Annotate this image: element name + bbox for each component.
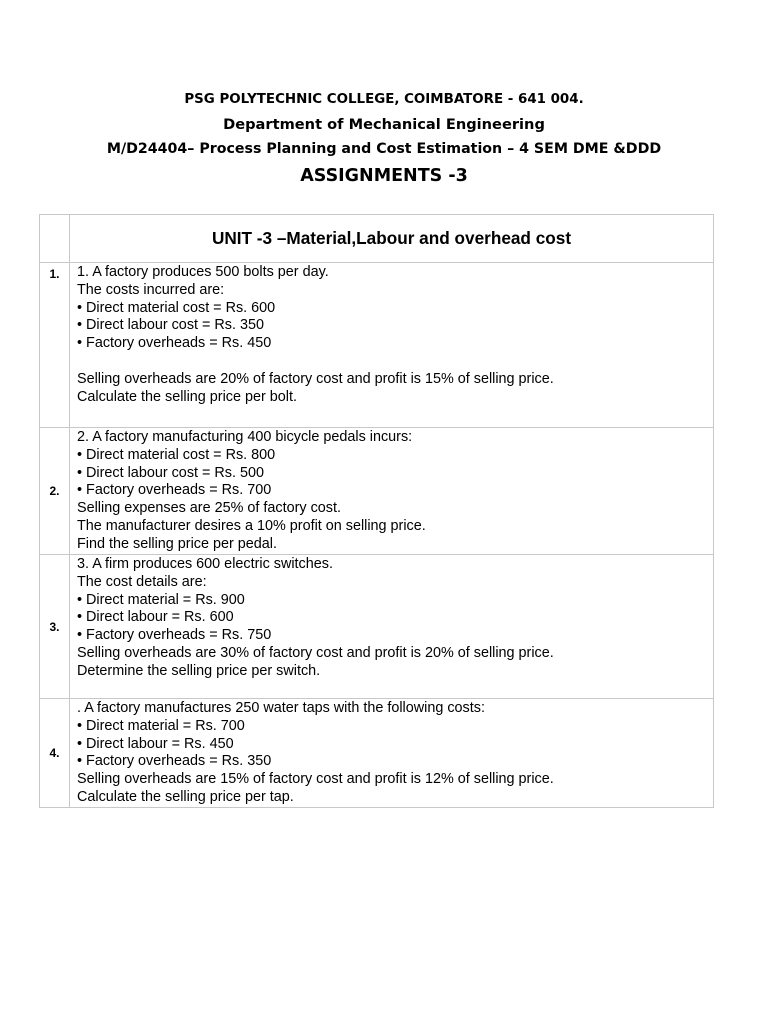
question-row-1 (40, 263, 714, 428)
question-line: Selling expenses are 25% of factory cost. (77, 500, 341, 517)
question-text (70, 428, 714, 555)
question-line: The manufacturer desires a 10% profit on selling price. (77, 517, 426, 534)
question-line: The cost details are: (77, 573, 207, 590)
question-line: Selling overheads are 30% of factory cost and profit is 20% of selling price. (77, 644, 554, 661)
question-line: • Direct material cost = Rs. 800 (77, 446, 276, 463)
question-line: The costs incurred are: (77, 281, 225, 298)
blank-number-cell (40, 215, 70, 263)
question-row-2 (40, 428, 714, 555)
unit-title: UNIT -3 –Material,Labour and overhead cost (70, 215, 714, 263)
question-line: • Factory overheads = Rs. 700 (77, 482, 272, 499)
question-line: 1. A factory produces 500 bolts per day. (77, 264, 329, 280)
question-line: Find the selling price per pedal. (77, 535, 277, 552)
question-row-3 (40, 555, 714, 699)
course-title: M/D24404– Process Planning and Cost Estimation – 4 SEM DME &DDD (106, 141, 662, 157)
assignment-title: ASSIGNMENTS -3 (300, 166, 468, 186)
question-number: 3. (40, 555, 70, 699)
question-line: 3. A firm produces 600 electric switches. (77, 556, 333, 572)
question-line: • Factory overheads = Rs. 450 (77, 335, 272, 352)
question-line: Determine the selling price per switch. (77, 662, 321, 679)
question-text (70, 263, 714, 428)
question-line: • Factory overheads = Rs. 350 (77, 753, 272, 770)
question-text (70, 555, 714, 699)
question-line: • Factory overheads = Rs. 750 (77, 627, 272, 644)
question-line: 2. A factory manufacturing 400 bicycle pedals incurs: (77, 429, 413, 445)
question-line: • Direct material cost = Rs. 600 (77, 299, 276, 316)
question-line: • Direct labour cost = Rs. 500 (77, 464, 265, 481)
question-row-4 (40, 699, 714, 808)
question-line: • Direct labour cost = Rs. 350 (77, 317, 265, 334)
question-line: • Direct material = Rs. 900 (77, 591, 245, 608)
question-line: . A factory manufactures 250 water taps with the following costs: (77, 700, 485, 716)
question-line: Calculate the selling price per bolt. (77, 388, 297, 405)
assignment-table (39, 214, 714, 808)
question-line: Selling overheads are 20% of factory cost and profit is 15% of selling price. (77, 370, 554, 387)
college-name: PSG POLYTECHNIC COLLEGE, COIMBATORE - 641 004. (184, 92, 584, 107)
question-line: Selling overheads are 15% of factory cost and profit is 12% of selling price. (77, 771, 554, 788)
blank-line (77, 353, 713, 371)
question-line: Calculate the selling price per tap. (77, 788, 294, 805)
question-line: • Direct material = Rs. 700 (77, 717, 245, 734)
unit-header-row (40, 215, 714, 263)
department-name: Department of Mechanical Engineering (223, 116, 545, 133)
question-number: 4. (40, 699, 70, 808)
question-number: 1. (40, 263, 70, 428)
question-text (70, 699, 714, 808)
question-number: 2. (40, 428, 70, 555)
question-line: • Direct labour = Rs. 450 (77, 735, 234, 752)
question-line: • Direct labour = Rs. 600 (77, 609, 234, 626)
